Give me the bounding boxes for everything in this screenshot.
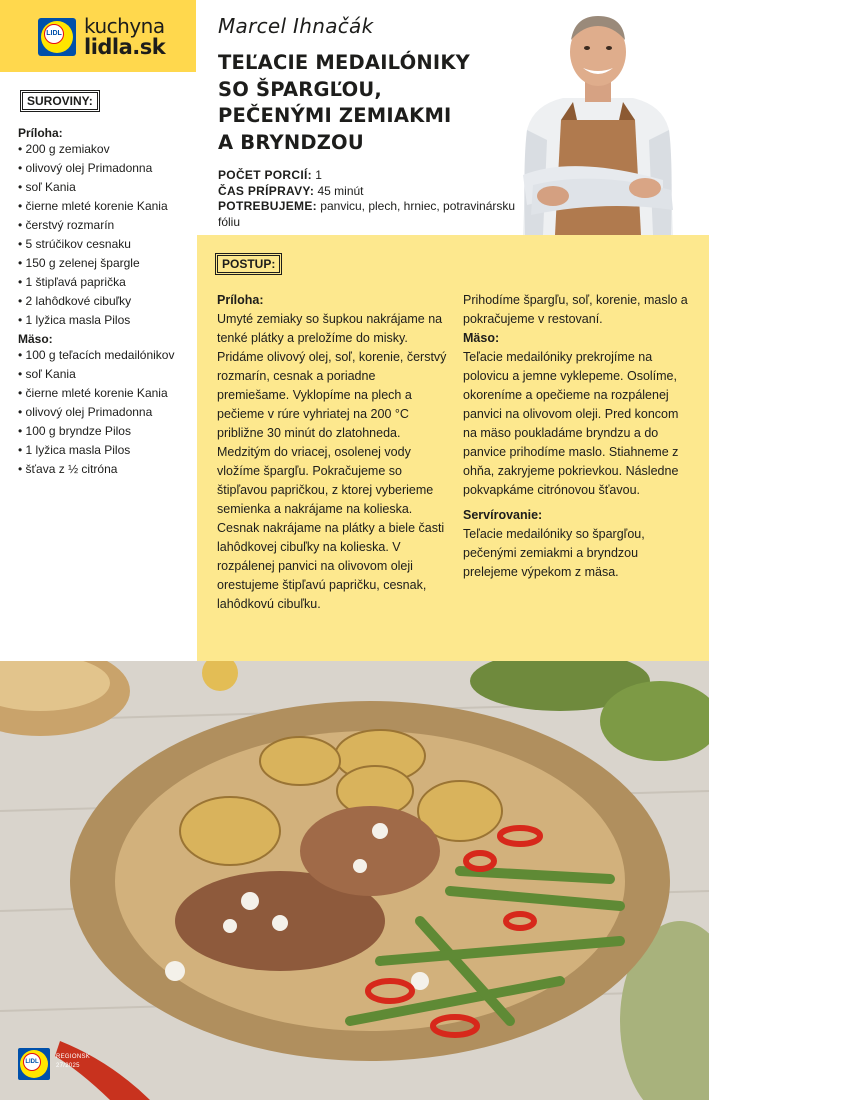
ingredients-label: SUROVINY: (22, 92, 98, 110)
ingredients-side-list (18, 140, 196, 330)
lidl-badge (18, 1048, 50, 1080)
region-label: REGIONSK (56, 1054, 91, 1060)
ingredients-meat-list (18, 346, 196, 479)
recipe-author: Marcel Ihnačák (218, 14, 374, 38)
brand-line-1: kuchyna (84, 14, 165, 38)
ingredient-item: • 1 lyžica masla Pilos (18, 311, 196, 330)
recipe-title (218, 50, 508, 156)
title-line: PEČENÝMI ZEMIAKMI (218, 104, 452, 127)
ingredient-item: • 5 strúčikov cesnaku (18, 235, 196, 254)
ingredients-side-title: Príloha: (18, 126, 63, 140)
brand-wordmark (84, 15, 165, 58)
ingredient-item: • 200 g zemiakov (18, 140, 196, 159)
title-line: TEĽACIE MEDAILÓNIKY (218, 51, 470, 74)
ingredient-item: • 1 lyžica masla Pilos (18, 441, 196, 460)
procedure-column-2 (463, 291, 693, 582)
chef-photo (513, 10, 683, 235)
dish-photo (0, 661, 709, 1100)
ingredient-item: • čerstvý rozmarín (18, 216, 196, 235)
procedure-side-continued: Prihodíme špargľu, soľ, korenie, maslo a pokračujeme v restovaní. (463, 293, 688, 326)
brand-line-2: lidla.sk (84, 35, 166, 59)
title-line: SO ŠPARGĽOU, (218, 77, 383, 101)
servings-value: 1 (315, 168, 322, 182)
ingredient-item: • 150 g zelenej špargle (18, 254, 196, 273)
lidl-logo-text: LIDL (44, 24, 64, 44)
ingredient-item: • olivový olej Primadonna (18, 403, 196, 422)
tools-value: panvicu, plech, hrniec, potravinársku fóliu (218, 199, 516, 229)
ingredient-item: • čierne mleté korenie Kania (18, 384, 196, 403)
procedure-label: POSTUP: (217, 255, 280, 273)
lidl-logo (38, 18, 76, 56)
procedure-side-text: Umyté zemiaky so šupkou nakrájame na tenké plátky a preložíme do misky. Pridáme olivový olej, soľ, korenie, čerstvý rozmarín, cesnak a poriadne premiešame. Vyklopíme na plech a pečieme v rúre vyhriatej na 200 °C približne 30 minút do zlatohneda. Medzitým do vriacej, osolenej vody vložíme špargľu. Pokračujeme so štipľavou papričkou, z ktorej vyberieme semienka a nakrájame na kolieska. Cesnak nakrájame na plátky a biele časti lahôdkovej cibuľky na kolieska. V rozpálenej panvici na olivovom oleji orestujeme štipľavú papričku, cesnak, lahôdkovú cibuľku. (217, 312, 447, 611)
issue-info (56, 1053, 90, 1071)
ingredient-item: • 100 g bryndze Pilos (18, 422, 196, 441)
ingredient-item: • soľ Kania (18, 178, 196, 197)
procedure-meat-text: Teľacie medailóniky prekrojíme na polovicu a jemne vyklepeme. Osolíme, okoreníme a opečieme na rozpálenej panvici na olivovom oleji. Pred koncom na mäso poukladáme bryndzu a do panvice prihodíme maslo. Stiahneme z ohňa, zakryjeme pokrievkou. Následne pokvapkáme citrónovou šťavou. (463, 350, 679, 497)
title-line: A BRYNDZOU (218, 130, 364, 154)
procedure-column-1 (217, 291, 449, 614)
ingredient-item: • soľ Kania (18, 365, 196, 384)
procedure-serve-title: Servírovanie: (463, 508, 543, 522)
ingredient-item: • 1 štipľavá paprička (18, 273, 196, 292)
ingredient-item: • 100 g teľacích medailónikov (18, 346, 196, 365)
procedure-serve-text: Teľacie medailóniky so špargľou, pečenými zemiakmi a bryndzou prelejeme výpekom z mäsa. (463, 527, 645, 579)
servings-label: POČET PORCIÍ: (218, 168, 312, 182)
ingredient-item: • olivový olej Primadonna (18, 159, 196, 178)
procedure-side-title: Príloha: (217, 293, 264, 307)
ingredient-item: • šťava z ½ citróna (18, 460, 196, 479)
ingredients-meat-title: Mäso: (18, 332, 53, 346)
issue-number: 27/2025 (56, 1063, 80, 1069)
ingredient-item: • čierne mleté korenie Kania (18, 197, 196, 216)
brand-header (0, 0, 196, 72)
time-label: ČAS PRÍPRAVY: (218, 183, 315, 198)
time-value: 45 minút (317, 183, 364, 198)
lidl-badge-text: LIDL (23, 1053, 41, 1071)
procedure-panel (197, 235, 709, 661)
ingredients-sidebar (18, 92, 196, 479)
recipe-meta (218, 168, 518, 230)
ingredient-item: • 2 lahôdkové cibuľky (18, 292, 196, 311)
procedure-meat-title: Mäso: (463, 331, 500, 345)
tools-label: POTREBUJEME: (218, 199, 317, 213)
